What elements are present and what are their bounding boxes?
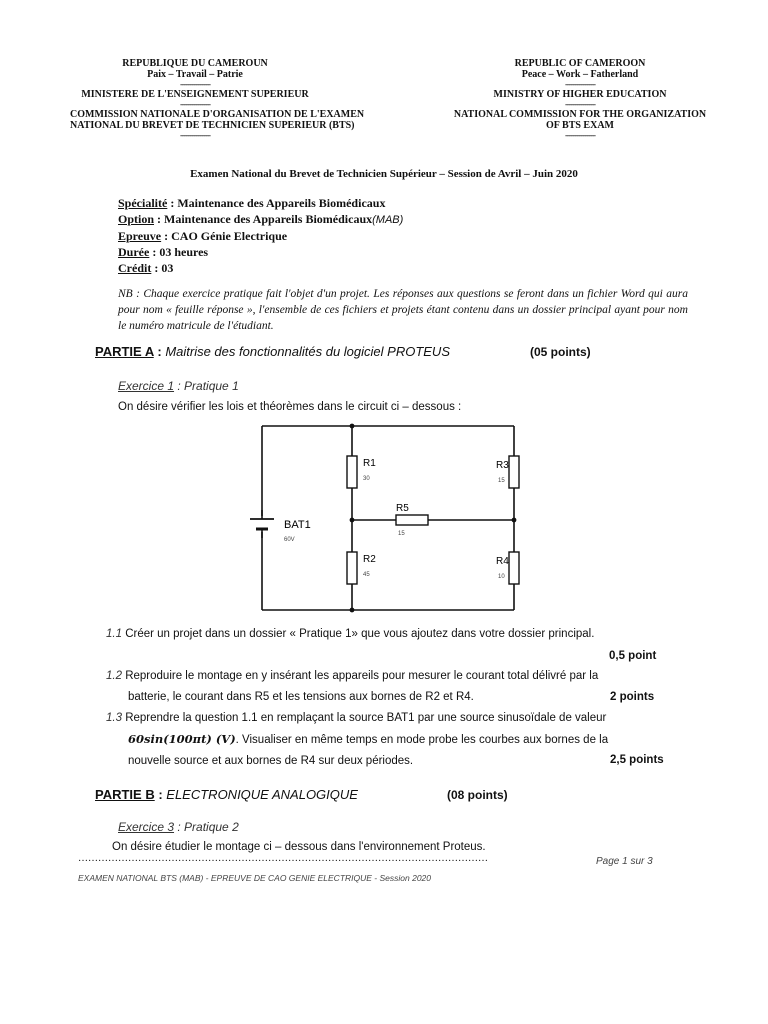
exam-meta bbox=[118, 195, 678, 276]
question-1-2-points: 2 points bbox=[610, 691, 655, 703]
question-text: . Visualiser en même temps en mode probe les courbes aux bornes de la bbox=[235, 734, 609, 746]
footer-line: EXAMEN NATIONAL BTS (MAB) - EPREUVE DE CAO GENIE ELECTRIQUE - Session 2020 bbox=[78, 873, 431, 883]
r5-value: 15 bbox=[398, 531, 405, 537]
r3-name: R3 bbox=[496, 460, 509, 471]
exam-title: Examen National du Brevet de Technicien Supérieur – Session de Avril – Juin 2020 bbox=[190, 168, 578, 180]
part-a-heading: PARTIE A : Maitrise des fonctionnalités du logiciel PROTEUS bbox=[95, 344, 450, 359]
battery-value: 60V bbox=[284, 537, 295, 543]
resistor-r3 bbox=[509, 456, 519, 488]
nb-note: NB : Chaque exercice pratique fait l'objet d'un projet. Les réponses aux questions se feront dans un fichier Word qui aura pour nom « feuille réponse », l'ensemble de ces fichiers et projets étant contenu dans un dossier principal ayant pour nom le numéro matricule de l'étudiant. bbox=[118, 288, 688, 332]
part-a-label: PARTIE A bbox=[95, 344, 154, 359]
header-left-dash: --------------- bbox=[180, 130, 210, 140]
header-right-dash: --------------- bbox=[565, 130, 595, 140]
header-left-dash: --------------- bbox=[180, 79, 210, 89]
header-right-country: REPUBLIC OF CAMEROON bbox=[514, 58, 646, 69]
question-number: 1.3 bbox=[106, 712, 122, 724]
exercise-1-heading: Exercice 1 : Pratique 1 bbox=[118, 379, 239, 393]
part-b-points: (08 points) bbox=[447, 788, 508, 802]
meta-specialite: Spécialité : Maintenance des Appareils Biomédicaux bbox=[118, 196, 386, 210]
question-text: batterie, le courant dans R5 et les tensions aux bornes de R2 et R4. bbox=[128, 691, 474, 703]
question-number: 1.1 bbox=[106, 628, 122, 640]
exercise-3-label: Exercice 3 bbox=[118, 820, 175, 834]
question-1-2 bbox=[106, 666, 686, 708]
r2-name: R2 bbox=[363, 554, 376, 565]
header-right-dash: --------------- bbox=[565, 99, 595, 109]
resistor-r4 bbox=[509, 552, 519, 584]
r3-value: 15 bbox=[498, 478, 505, 484]
question-1-1-points: 0,5 point bbox=[609, 650, 657, 662]
header-left-dash: --------------- bbox=[180, 99, 210, 109]
r5-name: R5 bbox=[396, 503, 409, 514]
exercise-3-heading: Exercice 3 : Pratique 2 bbox=[118, 820, 239, 834]
header-right-motto: Peace – Work – Fatherland bbox=[521, 69, 639, 80]
resistor-r2 bbox=[347, 552, 357, 584]
question-text: Reproduire le montage en y insérant les appareils pour mesurer le courant total délivré par la bbox=[125, 670, 599, 682]
header-right-dash: --------------- bbox=[565, 79, 595, 89]
header-right-commission: OF BTS EXAM bbox=[546, 120, 614, 131]
header-left-commission: NATIONAL DU BREVET DE TECHNICIEN SUPERIEUR (BTS) bbox=[70, 120, 355, 131]
r2-value: 45 bbox=[363, 572, 370, 578]
question-formula: 60sin(100πt) (V) bbox=[128, 732, 236, 746]
question-text: Reprendre la question 1.1 en remplaçant la source BAT1 par une source sinusoïdale de valeur bbox=[125, 712, 607, 724]
part-a-points: (05 points) bbox=[530, 345, 591, 359]
exercise-1-intro: On désire vérifier les lois et théorèmes dans le circuit ci – dessous : bbox=[118, 401, 462, 413]
r1-value: 30 bbox=[363, 476, 370, 482]
question-number: 1.2 bbox=[106, 670, 122, 682]
header-right-commission: NATIONAL COMMISSION FOR THE ORGANIZATION bbox=[453, 109, 707, 120]
resistor-r5 bbox=[396, 515, 428, 525]
part-b-label: PARTIE B bbox=[95, 787, 155, 802]
question-text: nouvelle source et aux bornes de R4 sur deux périodes. bbox=[128, 755, 414, 767]
header-left-country: REPUBLIQUE DU CAMEROUN bbox=[122, 58, 268, 69]
r4-name: R4 bbox=[496, 556, 509, 567]
header-left-commission: COMMISSION NATIONALE D'ORGANISATION DE L'EXAMEN bbox=[70, 109, 365, 120]
resistor-r1 bbox=[347, 456, 357, 488]
question-text: Créer un projet dans un dossier « Pratique 1» que vous ajoutez dans votre dossier principal. bbox=[125, 628, 595, 640]
header-left-motto: Paix – Travail – Patrie bbox=[147, 69, 243, 80]
footer-dots: …………………………………………………………………………………………………………… bbox=[78, 853, 488, 864]
part-b-title: ELECTRONIQUE ANALOGIQUE bbox=[166, 787, 358, 802]
meta-epreuve: Epreuve : CAO Génie Electrique bbox=[118, 229, 288, 243]
part-a-title: Maitrise des fonctionnalités du logiciel PROTEUS bbox=[165, 344, 450, 359]
r1-name: R1 bbox=[363, 458, 376, 469]
battery-name: BAT1 bbox=[284, 519, 311, 531]
circuit-diagram bbox=[228, 420, 548, 620]
exercise-1-label: Exercice 1 bbox=[118, 379, 175, 393]
part-b-heading: PARTIE B : ELECTRONIQUE ANALOGIQUE bbox=[95, 787, 358, 802]
meta-duree: Durée : 03 heures bbox=[118, 245, 209, 259]
question-1-1 bbox=[106, 624, 686, 645]
footer-page: Page 1 sur 3 bbox=[596, 856, 653, 867]
meta-option: Option : Maintenance des Appareils Biomédicaux(MAB) bbox=[118, 212, 404, 226]
header-right-ministry: MINISTRY OF HIGHER EDUCATION bbox=[493, 89, 667, 100]
question-1-3 bbox=[106, 708, 686, 772]
exercise-3-intro: On désire étudier le montage ci – dessous dans l'environnement Proteus. bbox=[112, 841, 486, 853]
header-right bbox=[440, 58, 720, 140]
meta-credit: Crédit : 03 bbox=[118, 261, 174, 275]
header-left bbox=[70, 58, 365, 140]
r4-value: 10 bbox=[498, 574, 505, 580]
question-1-3-points: 2,5 points bbox=[610, 754, 664, 766]
header-left-ministry: MINISTERE DE L'ENSEIGNEMENT SUPERIEUR bbox=[81, 89, 309, 100]
